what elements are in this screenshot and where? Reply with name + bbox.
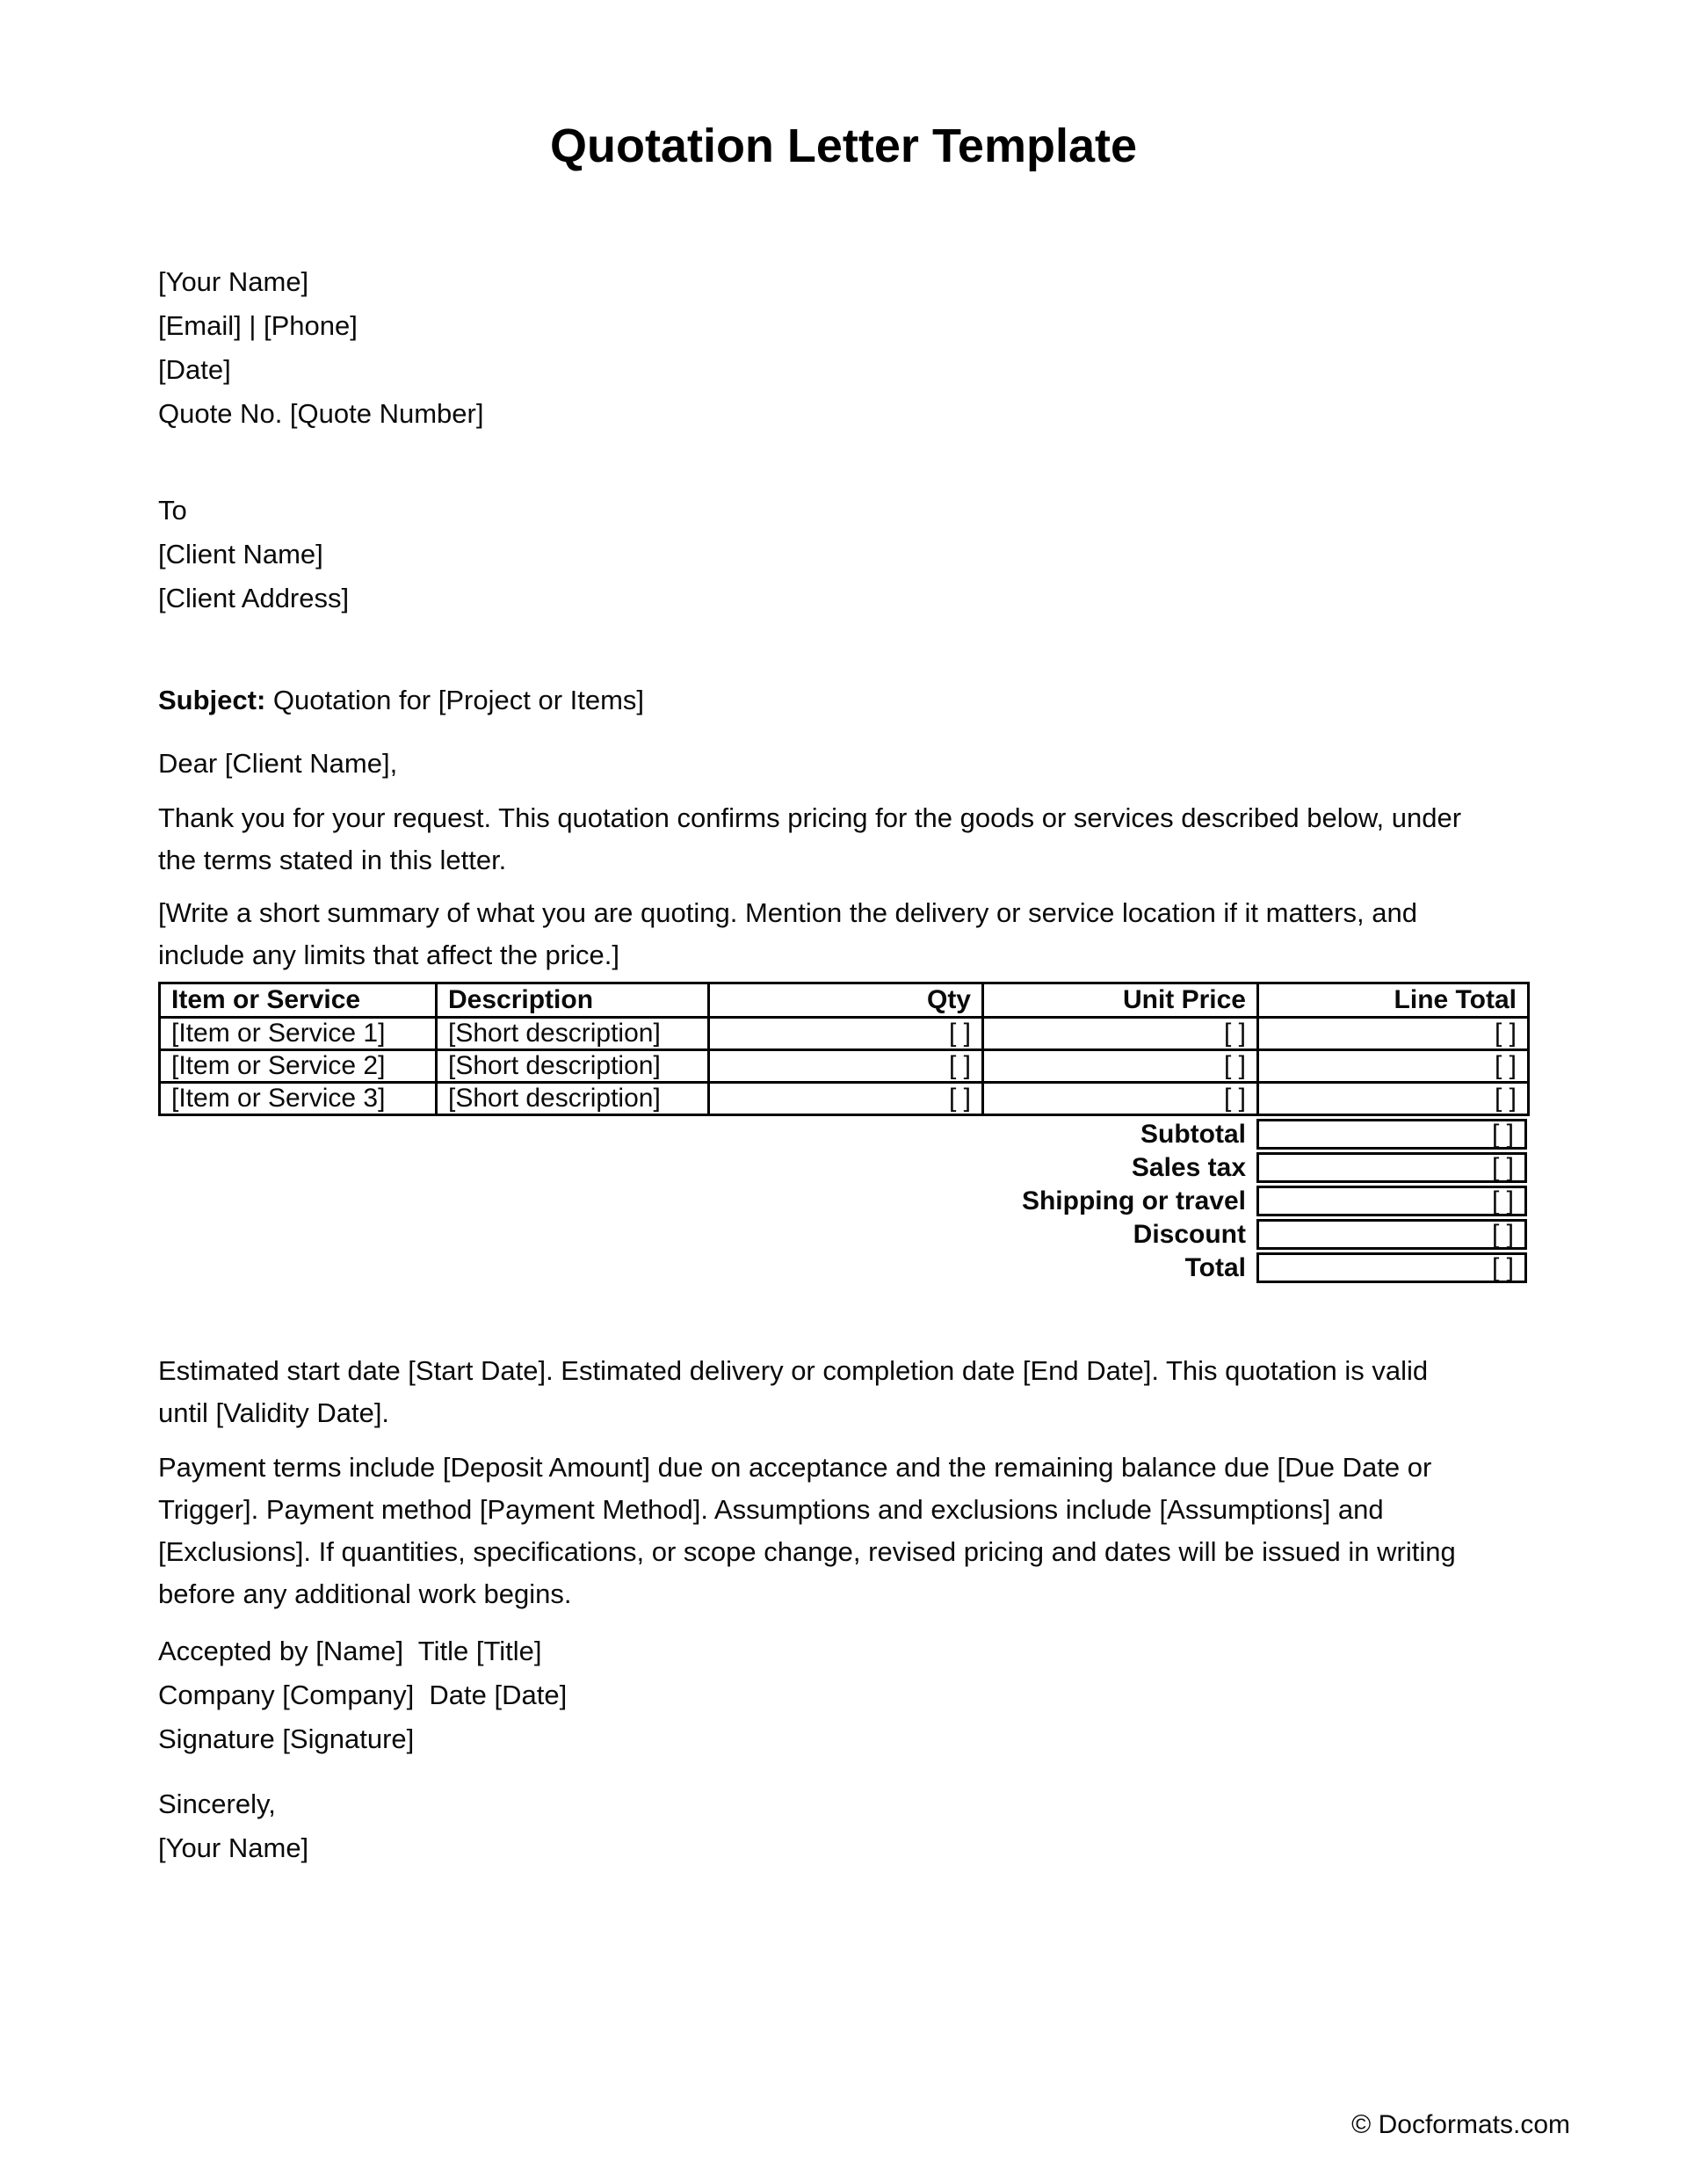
paragraph-line: [Exclusions]. If quantities, specifications, or scope change, revised pricing and dates will be issued in writing: [158, 1536, 1456, 1567]
table-row: [160, 1083, 1529, 1115]
shipping-row: [158, 1186, 1527, 1216]
sender-contact: [Email] | [Phone]: [158, 310, 358, 341]
line-total-cell: [ ]: [1258, 1050, 1529, 1083]
discount-value-box: [ ]: [1256, 1219, 1527, 1250]
summary-paragraph: [158, 892, 1529, 976]
recipient-block: [158, 489, 1529, 620]
subject-line: [158, 678, 1529, 722]
column-header-description: Description: [437, 983, 709, 1018]
discount-label: Discount: [1133, 1220, 1246, 1249]
shipping-label: Shipping or travel: [1021, 1186, 1246, 1215]
sales-tax-label: Sales tax: [1131, 1153, 1246, 1182]
intro-paragraph: [158, 797, 1529, 882]
column-header-unit-price: Unit Price: [983, 983, 1258, 1018]
sender-name: [Your Name]: [158, 266, 309, 297]
column-header-qty: Qty: [709, 983, 983, 1018]
sender-block: [158, 260, 1529, 436]
totals-section: [158, 1119, 1527, 1283]
paragraph-line: Estimated start date [Start Date]. Estimated delivery or completion date [End Date]. This quotation is valid: [158, 1355, 1429, 1386]
table-header-row: [160, 983, 1529, 1018]
unit-price-cell: [ ]: [983, 1018, 1258, 1050]
signature-line: Signature [Signature]: [158, 1723, 415, 1754]
page-title: Quotation Letter Template: [549, 120, 1138, 172]
unit-price-cell: [ ]: [983, 1083, 1258, 1115]
subtotal-label: Subtotal: [1140, 1120, 1246, 1149]
line-total-cell: [ ]: [1258, 1083, 1529, 1115]
qty-cell: [ ]: [709, 1018, 983, 1050]
quote-items-table: [158, 982, 1530, 1116]
closing-salutation: Sincerely,: [158, 1789, 276, 1819]
subtotal-row: [158, 1119, 1527, 1150]
sender-date: [Date]: [158, 354, 231, 385]
total-value-box: [ ]: [1256, 1252, 1527, 1283]
line-total-cell: [ ]: [1258, 1018, 1529, 1050]
closing-block: [158, 1782, 1529, 1870]
item-cell: [Item or Service 2]: [160, 1050, 437, 1083]
subject-text: Quotation for [Project or Items]: [265, 685, 645, 715]
paragraph-line: before any additional work begins.: [158, 1578, 572, 1609]
paragraph-line: Thank you for your request. This quotation confirms pricing for the goods or services described below, under: [158, 802, 1462, 833]
recipient-client-address: [Client Address]: [158, 583, 350, 613]
description-cell: [Short description]: [437, 1050, 709, 1083]
description-cell: [Short description]: [437, 1083, 709, 1115]
paragraph-line: Payment terms include [Deposit Amount] due on acceptance and the remaining balance due [Due Date or: [158, 1452, 1432, 1483]
footer-credit: © Docformats.com: [1351, 2110, 1570, 2139]
sales-tax-row: [158, 1152, 1527, 1183]
paragraph-line: Trigger]. Payment method [Payment Method]. Assumptions and exclusions include [Assumptions] and: [158, 1494, 1384, 1525]
item-cell: [Item or Service 1]: [160, 1018, 437, 1050]
paragraph-line: include any limits that affect the price.]: [158, 940, 619, 970]
salutation: Dear [Client Name],: [158, 748, 398, 779]
subtotal-value-box: [ ]: [1256, 1119, 1527, 1150]
qty-cell: [ ]: [709, 1050, 983, 1083]
paragraph-line: until [Validity Date].: [158, 1397, 390, 1428]
shipping-value-box: [ ]: [1256, 1186, 1527, 1216]
table-row: [160, 1018, 1529, 1050]
total-row: [158, 1252, 1527, 1283]
paragraph-line: [Write a short summary of what you are quoting. Mention the delivery or service location if it matters, and: [158, 897, 1417, 928]
description-cell: [Short description]: [437, 1018, 709, 1050]
item-cell: [Item or Service 3]: [160, 1083, 437, 1115]
recipient-to-label: To: [158, 495, 187, 526]
column-header-item: Item or Service: [160, 983, 437, 1018]
subject-label: Subject:: [158, 685, 266, 715]
paragraph-line: the terms stated in this letter.: [158, 845, 507, 875]
acceptance-block: [158, 1629, 1529, 1761]
schedule-paragraph: [158, 1350, 1529, 1434]
accepted-by-line: Accepted by [Name] Title [Title]: [158, 1636, 542, 1666]
column-header-line-total: Line Total: [1258, 983, 1529, 1018]
company-date-line: Company [Company] Date [Date]: [158, 1680, 568, 1710]
discount-row: [158, 1219, 1527, 1250]
total-label: Total: [1184, 1253, 1246, 1282]
closing-name: [Your Name]: [158, 1832, 309, 1863]
unit-price-cell: [ ]: [983, 1050, 1258, 1083]
quote-number-line: Quote No. [Quote Number]: [158, 398, 484, 429]
qty-cell: [ ]: [709, 1083, 983, 1115]
table-row: [160, 1050, 1529, 1083]
sales-tax-value-box: [ ]: [1256, 1152, 1527, 1183]
quote-items-table-wrap: [158, 982, 1527, 1283]
terms-paragraph: [158, 1447, 1529, 1615]
recipient-client-name: [Client Name]: [158, 539, 323, 570]
